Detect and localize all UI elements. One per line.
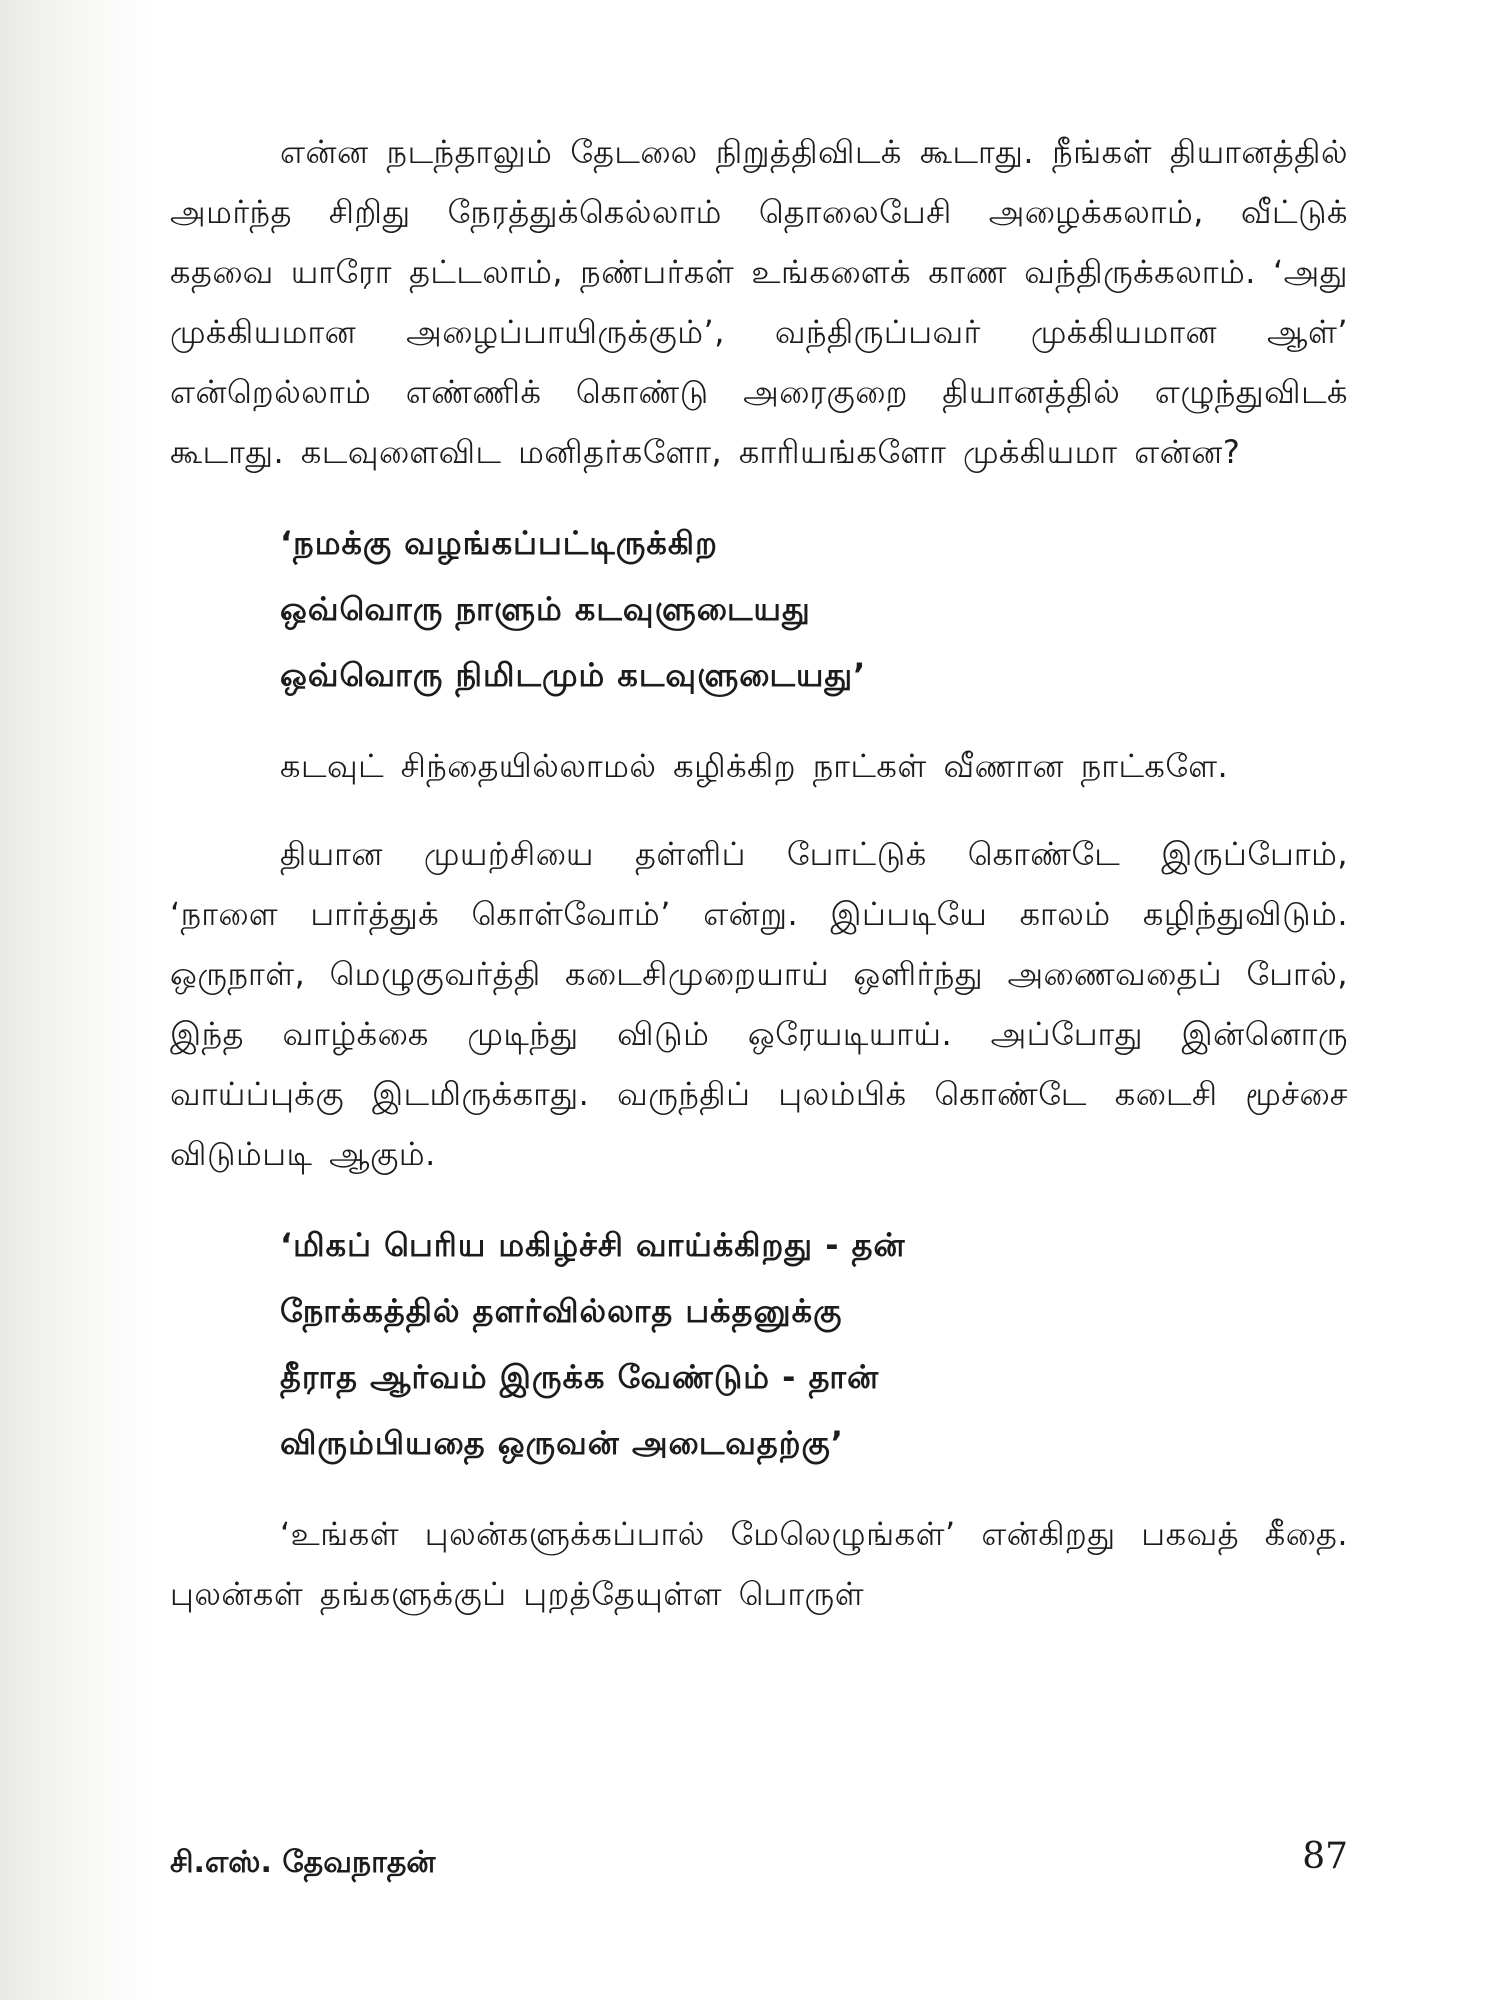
- page-footer: [170, 1838, 1348, 1888]
- verse-line: தீராத ஆர்வம் இருக்க வேண்டும் - தான்: [280, 1358, 880, 1396]
- verse-line: ஒவ்வொரு நாளும் கடவுளுடையது: [280, 590, 811, 628]
- page-number: 87: [1302, 1836, 1348, 1877]
- paragraph: ‘உங்கள் புலன்களுக்கப்பால் மேலெழுங்கள்’ என்கிறது பகவத் கீதை. புலன்கள் தங்களுக்குப் புறத்தேயுள்ள பொருள்: [170, 1515, 1348, 1613]
- page-body: [170, 122, 1348, 1624]
- verse-line: ஒவ்வொரு நிமிடமும் கடவுளுடையது’: [280, 656, 867, 694]
- paragraph: தியான முயற்சியை தள்ளிப் போட்டுக் கொண்டே இருப்போம், ‘நாளை பார்த்துக் கொள்வோம்’ என்று. இப்படியே காலம் கழிந்துவிடும். ஒருநாள், மெழுகுவர்த்தி கடைசிமுறையாய் ஒளிர்ந்து அணைவதைப் போல், இந்த வாழ்க்கை முடிந்து விடும் ஒரேயடியாய். அப்போது இன்னொரு வாய்ப்புக்கு இடமிருக்காது. வருந்திப் புலம்பிக் கொண்டே கடைசி மூச்சை விடும்படி ஆகும்.: [170, 835, 1348, 1173]
- verse-line: ‘நமக்கு வழங்கப்பட்டிருக்கிற: [280, 524, 718, 562]
- author-name: சி.எஸ். தேவநாதன்: [170, 1845, 436, 1880]
- page-edge-shadow: [0, 0, 150, 2000]
- verse-block: [280, 1212, 1348, 1476]
- verse-block: [280, 510, 1348, 708]
- verse-line: விரும்பியதை ஒருவன் அடைவதற்கு’: [280, 1424, 844, 1462]
- paragraph: கடவுட் சிந்தையில்லாமல் கழிக்கிற நாட்கள் வீணான நாட்களே.: [280, 747, 1229, 785]
- verse-line: நோக்கத்தில் தளர்வில்லாத பக்தனுக்கு: [280, 1292, 843, 1330]
- paragraph: என்ன நடந்தாலும் தேடலை நிறுத்திவிடக் கூடாது. நீங்கள் தியானத்தில் அமர்ந்த சிறிது நேரத்துக்கெல்லாம் தொலைபேசி அழைக்கலாம், வீட்டுக் கதவை யாரோ தட்டலாம், நண்பர்கள் உங்களைக் காண வந்திருக்கலாம். ‘அது முக்கியமான அழைப்பாயிருக்கும்’, வந்திருப்பவர் முக்கியமான ஆள்’ என்றெல்லாம் எண்ணிக் கொண்டு அரைகுறை தியானத்தில் எழுந்துவிடக் கூடாது. கடவுளைவிட மனிதர்களோ, காரியங்களோ முக்கியமா என்ன?: [170, 133, 1348, 471]
- verse-line: ‘மிகப் பெரிய மகிழ்ச்சி வாய்க்கிறது - தன்: [280, 1226, 906, 1264]
